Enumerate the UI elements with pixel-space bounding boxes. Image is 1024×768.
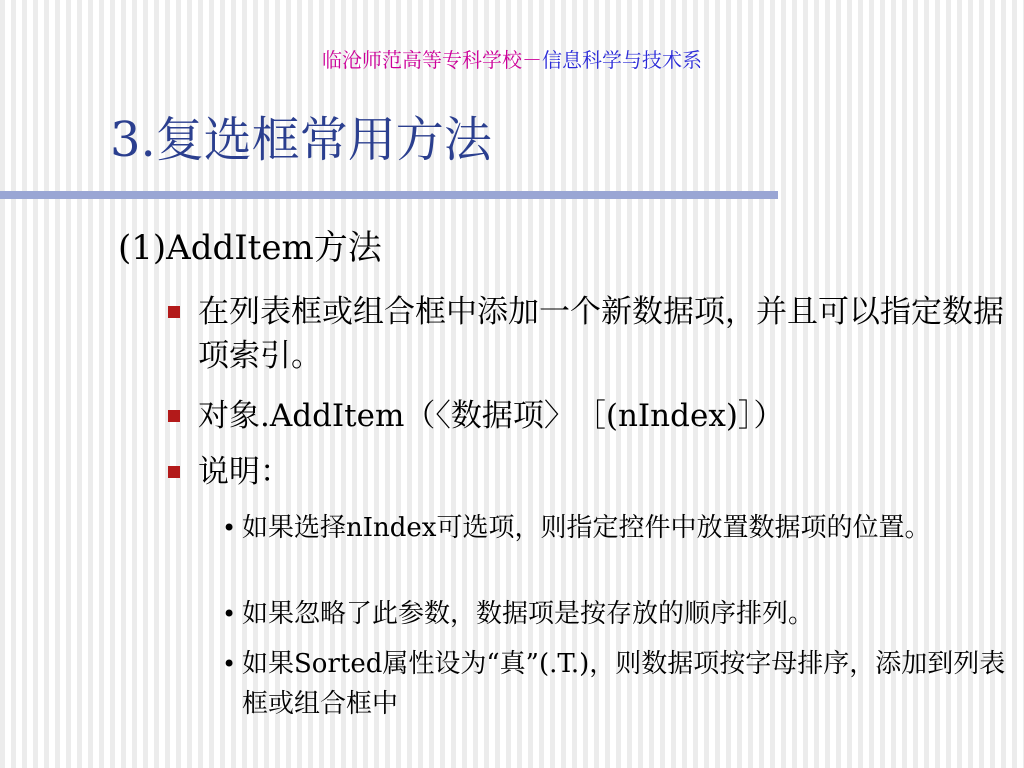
bullet-text: 在列表框或组合框中添加一个新数据项，并且可以指定数据项索引。 <box>198 294 1004 374</box>
sub-bullet-text: 如果忽略了此参数，数据项是按存放的顺序排列。 <box>242 599 815 629</box>
dot-bullet-icon: • <box>222 600 237 628</box>
square-bullet-icon <box>168 410 180 422</box>
title-underline <box>0 191 778 199</box>
department-name: 信息科学与技术系 <box>542 48 702 72</box>
sub-bullet-item <box>222 508 1012 548</box>
slide-title: 3.复选框常用方法 <box>110 112 492 168</box>
slide-header <box>0 46 1024 74</box>
bullet-item <box>168 290 1008 378</box>
dot-bullet-icon: • <box>222 514 237 542</box>
sub-bullet-item <box>222 644 1012 724</box>
sub-bullet-text: 如果Sorted属性设为“真”(.T.)，则数据项按字母排序，添加到列表框或组合框中 <box>242 649 1006 719</box>
sub-bullet-item <box>222 594 1012 634</box>
section-heading: (1)AddItem方法 <box>118 228 382 268</box>
square-bullet-icon <box>168 306 180 318</box>
sub-bullet-text: 如果选择nIndex可选项，则指定控件中放置数据项的位置。 <box>242 513 931 543</box>
bullet-text: 说明： <box>198 454 291 490</box>
header-separator: － <box>522 48 542 72</box>
bullet-item <box>168 450 1008 494</box>
school-name: 临沧师范高等专科学校 <box>322 48 522 72</box>
bullet-text: 对象.AddItem（〈数据项〉 ［(nIndex)］） <box>198 398 785 434</box>
dot-bullet-icon: • <box>222 650 237 678</box>
bullet-item <box>168 394 1008 438</box>
square-bullet-icon <box>168 466 180 478</box>
